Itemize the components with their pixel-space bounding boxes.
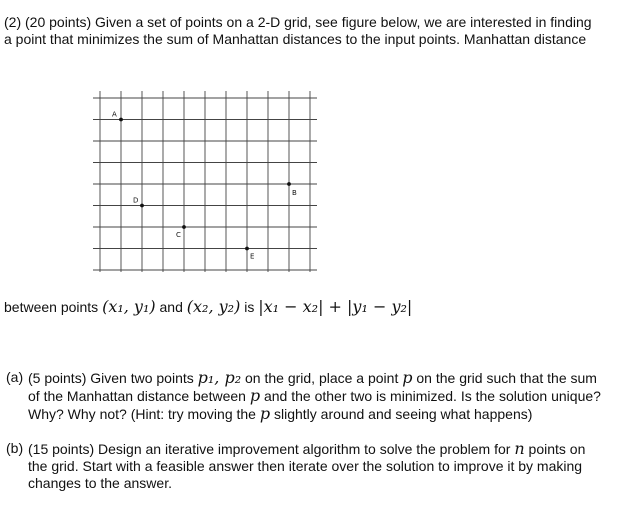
- point-d-marker: [140, 204, 144, 208]
- part-a-label: (a): [6, 369, 24, 385]
- part-a-line-2: of the Manhattan distance between p and the other two is minimized. Is the solution unique?: [28, 386, 601, 405]
- point-a-marker: [119, 118, 123, 122]
- distance-is: is: [244, 299, 255, 315]
- manhattan-formula: |x₁ − x₂| + |y₁ − y₂|: [258, 297, 413, 316]
- part-b-label: (b): [6, 440, 24, 456]
- point-b-marker: [287, 182, 291, 186]
- grid-figure: [90, 90, 320, 272]
- point-e-label: E: [250, 252, 255, 261]
- part-b-line-3: changes to the answer.: [28, 475, 172, 491]
- point-c-marker: [182, 225, 186, 229]
- point-2-expression: (x₂, y₂): [186, 297, 241, 316]
- part-b-line-2: the grid. Start with a feasible answer then iterate over the solution to improve it by making: [28, 458, 583, 474]
- question-intro: [4, 14, 632, 48]
- part-a-text: [28, 369, 632, 423]
- distance-definition: [4, 298, 412, 316]
- point-c-label: C: [176, 231, 181, 239]
- point-e-marker: [245, 247, 249, 251]
- intro-line-2: a point that minimizes the sum of Manhattan distances to the input points. Manhattan distance: [4, 31, 587, 47]
- intro-line-1: (2) (20 points) Given a set of points on a 2-D grid, see figure below, we are interested in finding: [4, 14, 592, 30]
- part-b-text: [28, 440, 632, 492]
- point-a-label: A: [112, 110, 117, 119]
- point-b-label: B: [292, 189, 297, 197]
- distance-prefix: between points: [4, 299, 99, 315]
- point-d-label: D: [133, 196, 139, 205]
- part-a-line-3: Why? Why not? (Hint: try moving the p slightly around and seeing what happens): [28, 404, 533, 423]
- part-a-line-1: (5 points) Given two points p₁, p₂ on the grid, place a point p on the grid such that the sum: [28, 368, 597, 387]
- point-1-expression: (x₁, y₁): [102, 297, 156, 316]
- distance-and: and: [159, 299, 183, 315]
- part-b-line-1: (15 points) Design an iterative improvement algorithm to solve the problem for n points on: [28, 439, 586, 458]
